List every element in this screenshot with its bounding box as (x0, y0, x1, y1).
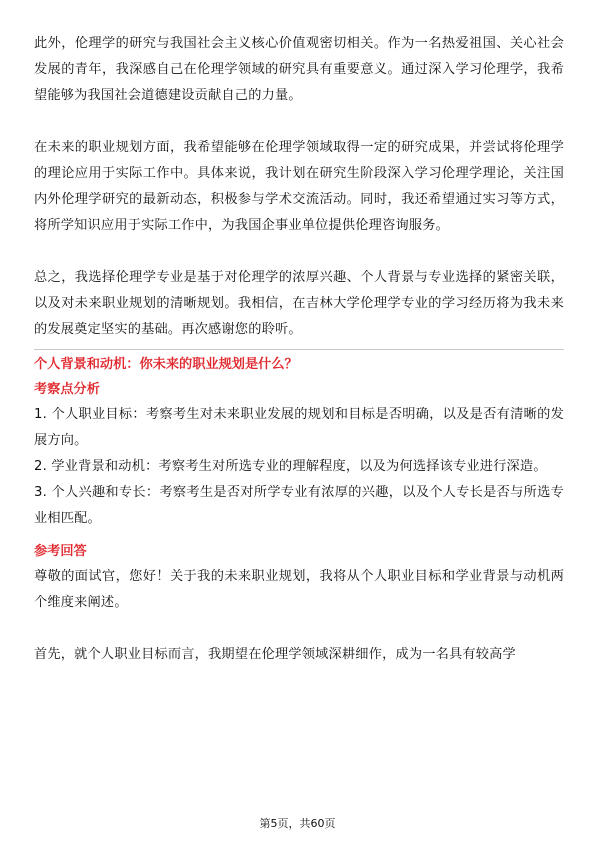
section-spacer (34, 532, 564, 540)
analysis-item-1: 1. 个人职业目标：考察考生对未来职业发展的规划和目标是否明确，以及是否有清晰的发展方向。 (34, 407, 564, 448)
paragraph-spacer (34, 616, 564, 642)
analysis-item-2: 2. 学业背景和动机：考察考生对所选专业的理解程度，以及为何选择该专业进行深造。 (34, 459, 547, 474)
answer-heading: 参考回答 (34, 544, 87, 559)
analysis-item-3: 3. 个人兴趣和专长：考察考生是否对所学专业有浓厚的兴趣，以及个人专长是否与所选专业相匹配。 (34, 485, 564, 526)
analysis-heading: 考察点分析 (34, 382, 100, 397)
question-heading: 个人背景和动机：你未来的职业规划是什么？ (34, 357, 298, 372)
paragraph-spacer (34, 239, 564, 265)
answer-paragraph-1: 尊敬的面试官，您好！关于我的未来职业规划，我将从个人职业目标和学业背景与动机两个维度来阐述。 (34, 569, 564, 610)
answer-paragraph-2: 首先，就个人职业目标而言，我期望在伦理学领域深耕细作，成为一名具有较高学 (34, 647, 516, 662)
page-content (34, 31, 564, 668)
paragraph-spacer (34, 109, 564, 135)
body-paragraph-1: 此外，伦理学的研究与我国社会主义核心价值观密切相关。作为一名热爱祖国、关心社会发展的青年，我深感自己在伦理学领域的研究具有重要意义。通过深入学习伦理学，我希望能够为我国社会道德建设贡献自己的力量。 (34, 36, 564, 103)
body-paragraph-3: 总之，我选择伦理学专业是基于对伦理学的浓厚兴趣、个人背景与专业选择的紧密关联，以及对未来职业规划的清晰规划。我相信，在吉林大学伦理学专业的学习经历将为我未来的发展奠定坚实的基础。再次感谢您的聆听。 (34, 270, 564, 337)
body-paragraph-2: 在未来的职业规划方面，我希望能够在伦理学领域取得一定的研究成果，并尝试将伦理学的理论应用于实际工作中。具体来说，我计划在研究生阶段深入学习伦理学理论，关注国内外伦理学研究的最新动态，积极参与学术交流活动。同时，我还希望通过实习等方式，将所学知识应用于实际工作中，为我国企事业单位提供伦理咨询服务。 (34, 140, 564, 233)
page-footer: 第5页，共60页 (259, 817, 336, 830)
